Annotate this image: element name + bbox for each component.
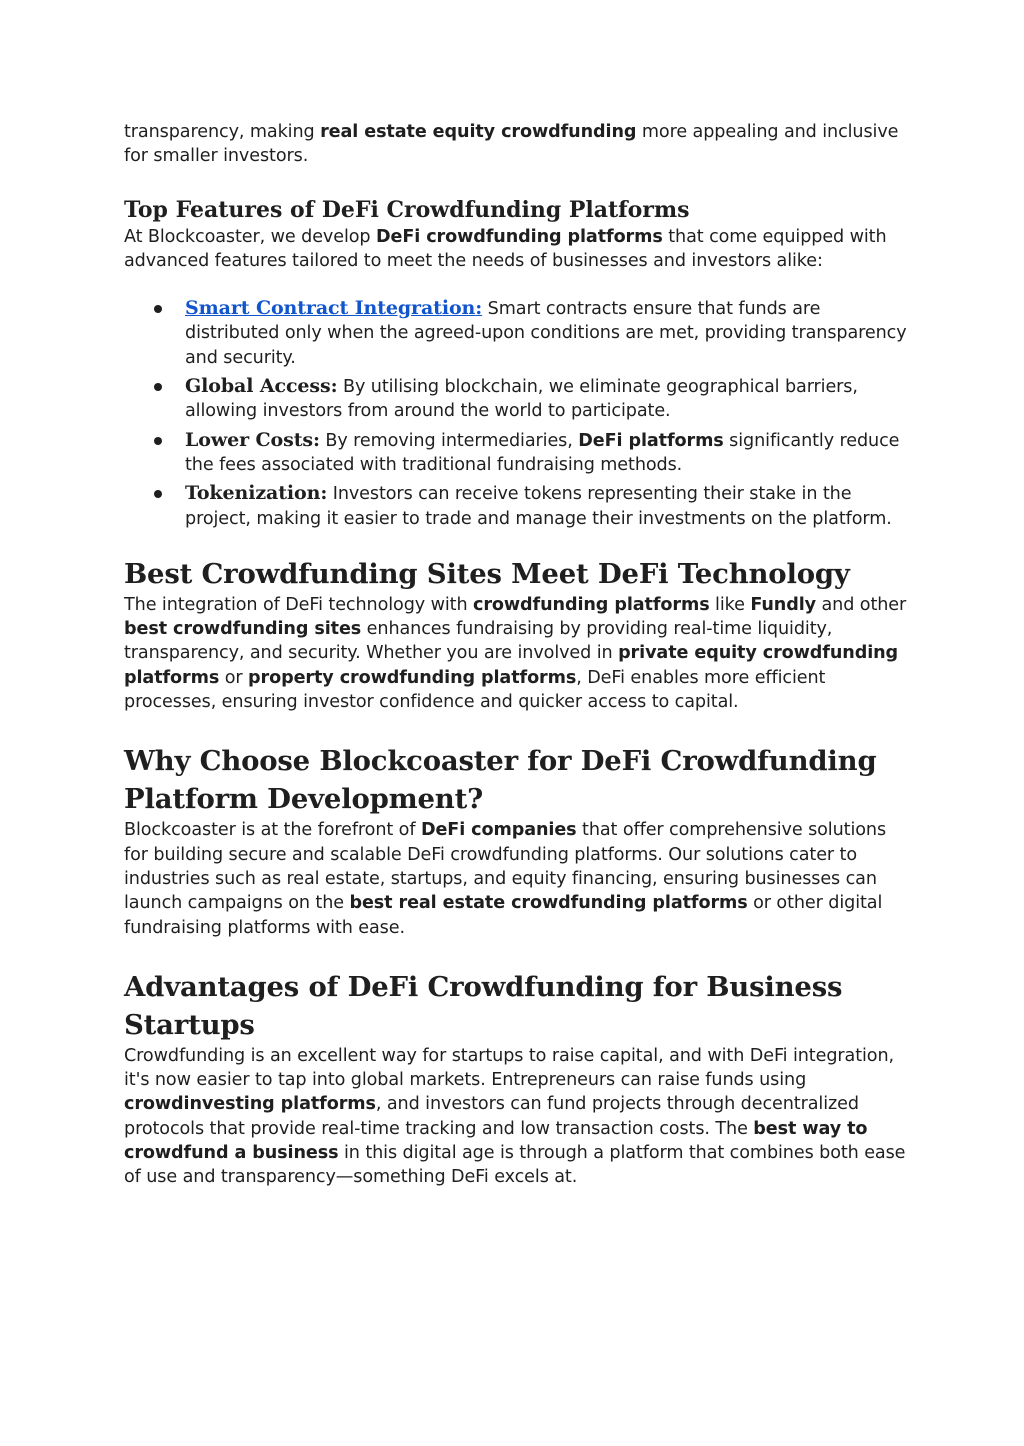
best-sites-heading: Best Crowdfunding Sites Meet DeFi Technology [124,557,850,590]
bullet-icon [154,383,162,391]
best-text: The integration of DeFi technology with [124,594,474,615]
features-keyword: DeFi crowdfunding platforms [375,226,663,247]
bullet-icon [154,305,162,313]
item-term: Global Access [185,375,331,398]
item-text: By removing intermediaries, [319,430,579,451]
why-keyword: DeFi companies [420,820,577,841]
list-item [124,428,914,478]
features-list [124,296,914,531]
why-text: or other digital fundraising platforms with ease. [124,893,883,938]
adv-text: Crowdfunding is an excellent way for startups to raise capital, and with DeFi integration, it's now easier to tap into global markets. Entrepreneurs can raise funds using [124,1045,895,1091]
bullet-icon [154,437,162,445]
item-keyword: DeFi platforms [578,430,724,451]
best-text: or [219,667,249,688]
item-term: Lower Costs [185,428,313,451]
best-keyword: crowdfunding platforms [473,594,710,615]
item-separator: : [330,375,338,398]
adv-text: in this digital age is through a platform that combines both ease of use and transparency—something DeFi excels at. [124,1143,906,1188]
item-separator: : [312,428,320,451]
advantages-paragraph [124,1044,914,1190]
intro-text: transparency, making [124,122,321,142]
best-keyword: private equity crowdfunding platforms [124,643,899,688]
advantages-heading: Advantages of DeFi Crowdfunding for Business Startups [124,970,843,1041]
best-keyword: best crowdfunding sites [124,619,362,640]
best-keyword: Fundly [750,594,816,615]
item-text: Smart contracts ensure that funds are distributed only when the agreed-upon conditions are met, providing transparency and security. [185,299,907,368]
item-separator: : [475,297,483,320]
why-text: that offer comprehensive solutions for building secure and scalable DeFi crowdfunding platforms. Our solutions cater to industries such as real estate, startups, and equity financing, ensuring businesses can launch campaigns on the [124,820,887,914]
adv-keyword: crowdinvesting platforms [124,1094,376,1115]
why-text: Blockcoaster is at the forefront of [124,820,421,841]
features-paragraph [124,225,914,274]
why-keyword: best real estate crowdfunding platforms [349,893,748,914]
intro-paragraph [124,120,914,169]
intro-text: more appealing and inclusive for smaller investors. [124,122,899,167]
best-sites-paragraph [124,593,914,714]
why-choose-heading: Why Choose Blockcoaster for DeFi Crowdfunding Platform Development? [124,745,877,816]
features-heading: Top Features of DeFi Crowdfunding Platforms [124,196,690,223]
list-item [124,374,914,424]
item-text: By utilising blockchain, we eliminate geographical barriers, allowing investors from around the world to participate. [185,377,858,422]
features-text: At Blockcoaster, we develop [124,226,376,247]
intro-keyword: real estate equity crowdfunding [320,122,637,142]
item-text: Investors can receive tokens representing their stake in the project, making it easier to trade and manage their investments on the platform. [185,484,892,529]
list-item [124,481,914,531]
best-text: enhances fundraising by providing real-time liquidity, transparency, and security. Whether you are involved in [124,619,833,664]
document-page [124,118,914,1190]
list-item [124,296,914,370]
best-text: and other [816,594,907,615]
adv-keyword: best way to crowdfund a business [124,1118,868,1164]
features-text: that come equipped with advanced features tailored to meet the needs of businesses and investors alike: [124,226,887,271]
bullet-icon [154,490,162,498]
adv-text: , and investors can fund projects through decentralized protocols that provide real-time tracking and low transaction costs. The [124,1094,859,1139]
why-choose-paragraph [124,818,914,939]
best-keyword: property crowdfunding platforms [248,667,577,688]
best-text: , DeFi enables more efficient processes, ensuring investor confidence and quicker access to capital. [124,667,826,713]
smart-contract-integration-link[interactable]: Smart Contract Integration [185,297,476,320]
item-term: Tokenization [185,482,321,505]
item-text: significantly reduce the fees associated with traditional fundraising methods. [185,430,900,475]
item-separator: : [320,482,328,505]
best-text: like [709,594,751,615]
